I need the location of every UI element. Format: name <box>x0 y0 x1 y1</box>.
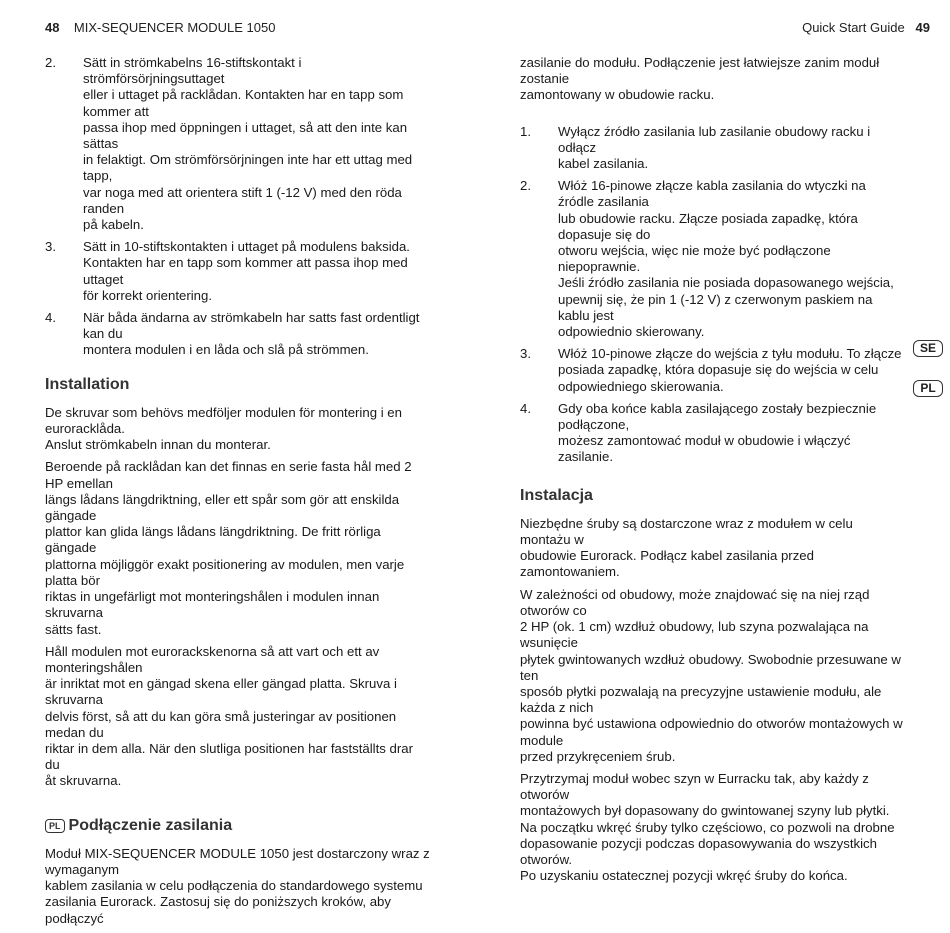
paragraph: Moduł MIX-SEQUENCER MODULE 1050 jest dostarczony wraz z wymaganym kablem zasilania w celu podłączenia do standardowego systemu zasilania Eurorack. Zastosuj się do poniższych kroków, aby podłączyć <box>45 845 430 926</box>
step-text: Gdy oba końce kabla zasilającego zostały bezpiecznie podłączone, możesz zamontować moduł w obudowie i włączyć zasilanie. <box>558 400 877 465</box>
right-page-number: 49 <box>915 20 930 35</box>
paragraph: zasilanie do modułu. Podłączenie jest łatwiejsze zanim moduł zostanie zamontowany w obudowie racku. <box>520 55 880 103</box>
installation-heading-se: Installation <box>45 375 130 393</box>
step-text: Sätt in strömkabelns 16-stiftskontakt i strömförsörjningsuttaget eller i uttaget på racklådan. Kontakten har en tapp som kommer att passa ihop med öppningen i uttaget, så att den inte kan sättas in felaktigt. Om strömförsörjningen inte har ett uttag med tapp, var noga med att orientera stift 1 (-12 V) med den röda randen på kabeln. <box>83 55 413 233</box>
paragraph: Niezbędne śruby są dostarczone wraz z modułem w celu montażu w obudowie Eurorack. Podłącz kabel zasilania przed zamontowaniem. <box>520 515 853 580</box>
left-page-title: MIX-SEQUENCER MODULE 1050 <box>73 20 276 35</box>
step-number: 4. <box>45 310 56 326</box>
step-number: 1. <box>520 123 531 139</box>
right-column <box>520 55 905 890</box>
left-page-header <box>45 20 275 35</box>
left-page-number: 48 <box>45 20 60 35</box>
step-text: Włóż 16-pinowe złącze kabla zasilania do wtyczki na źródle zasilania lub obudowie racku. Złącze posiada zapadkę, która dopasuje się do otworu wejścia, więc nie może być podłączone niepoprawnie. Jeśli źródło zasilania nie posiada dopasowanego wejścia, upewnij się, że pin 1 (-12 V) z czerwonym paskiem na kablu jest odpowiednio skierowany. <box>558 178 894 340</box>
paragraph: De skruvar som behövs medföljer modulen för montering i en euroracklåda. Anslut strömkabeln innan du monterar. <box>45 404 402 453</box>
step-text: Wyłącz źródło zasilania lub zasilanie obudowy racku i odłącz kabel zasilania. <box>558 123 871 172</box>
step-number: 3. <box>45 239 56 255</box>
power-heading-pl <box>45 818 430 834</box>
list-item <box>520 401 905 466</box>
installation-heading-pl: Instalacja <box>520 486 593 504</box>
paragraph: W zależności od obudowy, może znajdować się na niej rząd otworów co 2 HP (ok. 1 cm) wzdłuż obudowy, lub szyna pozwalająca na wsunięcie płytek gwintowanych wzdłuż obudowy. Swobodnie przesuwane w ten sposób płytki pozwalają na precyzyjne ustawienie modułu, ale każda z nich powinna być ustawiona odpowiednio do otworów montażowych w module przed przykręceniem śrub. <box>520 586 903 764</box>
step-text: När båda ändarna av strömkabeln har satts fast ordentligt kan du montera modulen i en låda och slå på strömmen. <box>83 310 420 358</box>
step-text: Włóż 10-pinowe złącze do wejścia z tyłu modułu. To złącze posiada zapadkę, która dopasuje się do wejścia w celu odpowiedniego skierowania. <box>558 346 902 394</box>
right-page-title: Quick Start Guide <box>802 20 905 35</box>
language-tab-pl[interactable]: PL <box>913 380 943 397</box>
paragraph: Håll modulen mot eurorackskenorna så att vart och ett av monteringshålen är inriktat mot en gängad skena eller gängad platta. Skruva i skruvarna delvis först, så att du kan göra små justeringar av positionen medan du riktar in dem alla. När den slutliga positionen har fastställts drar du åt skruvarna. <box>45 643 413 789</box>
language-tab-se[interactable]: SE <box>913 340 943 357</box>
step-number: 2. <box>45 55 56 70</box>
step-number: 3. <box>520 346 531 362</box>
paragraph: Beroende på racklådan kan det finnas en serie fasta hål med 2 HP emellan längs lådans längdriktning, eller ett spår som gör att enskilda gängade plattor kan glida längs lådans längdriktning. De fritt rörliga gängade plattorna möjliggör exakt positionering av modulen, men varje platta bör riktas in ungefärligt mot monteringshålen i modulen innan skruvarna sätts fast. <box>45 459 412 637</box>
list-item <box>45 55 430 233</box>
left-column <box>45 55 430 933</box>
step-number: 2. <box>520 178 531 194</box>
step-number: 4. <box>520 400 531 416</box>
list-item <box>520 346 905 395</box>
list-item <box>45 310 430 359</box>
paragraph: Przytrzymaj moduł wobec szyn w Eurracku tak, aby każdy z otworów montażowych był dopasowany do gwintowanej szyny lub płytki. Na początku wkręć śruby tylko częściowo, co pozwoli na drobne dopasowanie pozycji podczas dopasowywania do wszystkich otworów. Po uzyskaniu ostatecznej pozycji wkręć śruby do końca. <box>520 770 895 884</box>
list-item <box>520 124 905 173</box>
pl-language-badge: PL <box>45 819 65 833</box>
list-item <box>45 239 430 304</box>
list-item <box>520 178 905 340</box>
step-text: Sätt in 10-stiftskontakten i uttaget på modulens baksida. Kontakten har en tapp som kommer att passa ihop med uttaget för korrekt orientering. <box>83 239 410 303</box>
right-page-header <box>802 20 930 35</box>
power-heading-text: Podłączenie zasilania <box>68 816 233 834</box>
